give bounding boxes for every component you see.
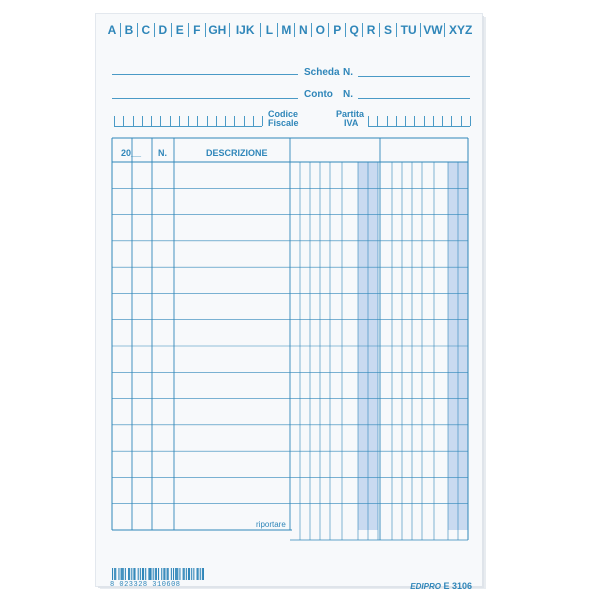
barcode-bar (164, 568, 165, 580)
index-tab-p[interactable]: P (333, 23, 342, 37)
barcode-bar (133, 568, 134, 580)
index-tab-m[interactable]: M (281, 23, 292, 37)
barcode-bar (129, 568, 130, 580)
barcode-bar (198, 568, 199, 580)
index-tab-d[interactable]: D (158, 23, 168, 37)
conto-number-label: N. (343, 89, 353, 100)
barcode-bar (171, 568, 172, 580)
barcode-bar (118, 568, 119, 580)
index-tab-a[interactable]: A (107, 23, 117, 37)
product-code: E 3106 (443, 581, 472, 591)
column-year: 20__ (121, 148, 142, 158)
barcode-bar (203, 568, 204, 580)
index-tab-xyz[interactable]: XYZ (449, 23, 473, 37)
barcode-icon (112, 568, 204, 580)
partita-label-2: IVA (344, 118, 359, 128)
barcode-bar (202, 568, 203, 580)
index-tab-b[interactable]: B (124, 23, 134, 37)
scheda-number-label: N. (343, 67, 353, 78)
barcode-bar (158, 568, 159, 580)
barcode-bar (143, 568, 144, 580)
barcode-bar (188, 568, 189, 580)
barcode-bar (186, 568, 187, 580)
barcode-bar (177, 568, 178, 580)
barcode-bar (161, 568, 162, 580)
barcode-bar (145, 568, 146, 580)
index-tab-c[interactable]: C (141, 23, 151, 37)
barcode-bar (149, 568, 150, 580)
barcode-bar (176, 568, 177, 580)
barcode-bar (142, 568, 143, 580)
index-tab-tu[interactable]: TU (400, 23, 417, 37)
barcode-bar (155, 568, 156, 580)
barcode-bar (115, 568, 116, 580)
riportare-note: riportare (256, 520, 286, 529)
barcode-bar (148, 568, 149, 580)
barcode-bar (193, 568, 194, 580)
barcode-bar (151, 568, 152, 580)
barcode-bar (138, 568, 139, 580)
index-tab-s[interactable]: S (384, 23, 393, 37)
index-tab-e[interactable]: E (175, 23, 184, 37)
barcode-bar (200, 568, 201, 580)
index-tab-vw[interactable]: VW (423, 23, 443, 37)
ledger-grid (96, 14, 482, 586)
index-tab-f[interactable]: F (193, 23, 201, 37)
barcode-bar (140, 568, 141, 580)
barcode-bar (189, 568, 190, 580)
barcode-bar (197, 568, 198, 580)
index-tab-q[interactable]: Q (349, 23, 359, 37)
barcode-bar (163, 568, 164, 580)
barcode-bar (131, 568, 132, 580)
barcode-bar (125, 568, 126, 580)
barcode-digits: 8 023328 310608 (110, 581, 181, 589)
barcode-bar (114, 568, 115, 580)
index-tab-o[interactable]: O (315, 23, 325, 37)
barcode-bar (123, 568, 124, 580)
barcode-bar (183, 568, 184, 580)
barcode-bar (179, 568, 180, 580)
barcode-bar (156, 568, 157, 580)
barcode-bar (167, 568, 168, 580)
brand-mark (410, 581, 472, 591)
scheda-label: Scheda (304, 67, 340, 78)
brand-logo: EDIPRO (410, 582, 441, 591)
barcode-bar (175, 568, 176, 580)
barcode-bar (122, 568, 123, 580)
partita-label-1: Partita (336, 109, 365, 119)
barcode-bar (121, 568, 122, 580)
codice-label-1: Codice (268, 109, 299, 119)
barcode-bar (153, 568, 154, 580)
ledger-sheet (96, 14, 482, 591)
barcode-bar (173, 568, 174, 580)
column-description: DESCRIZIONE (206, 148, 268, 158)
barcode-bar (112, 568, 113, 580)
barcode-bar (134, 568, 135, 580)
index-tab-gh[interactable]: GH (208, 23, 227, 37)
index-tab-r[interactable]: R (366, 23, 376, 37)
conto-label: Conto (304, 89, 333, 100)
index-tab-l[interactable]: L (265, 23, 274, 37)
column-number: N. (158, 148, 167, 158)
index-tab-n[interactable]: N (298, 23, 308, 37)
barcode-bar (184, 568, 185, 580)
barcode-bar (128, 568, 129, 580)
codice-label-2: Fiscale (268, 118, 299, 128)
barcode-bar (191, 568, 192, 580)
index-tab-ijk[interactable]: IJK (235, 23, 255, 37)
barcode-bar (168, 568, 169, 580)
